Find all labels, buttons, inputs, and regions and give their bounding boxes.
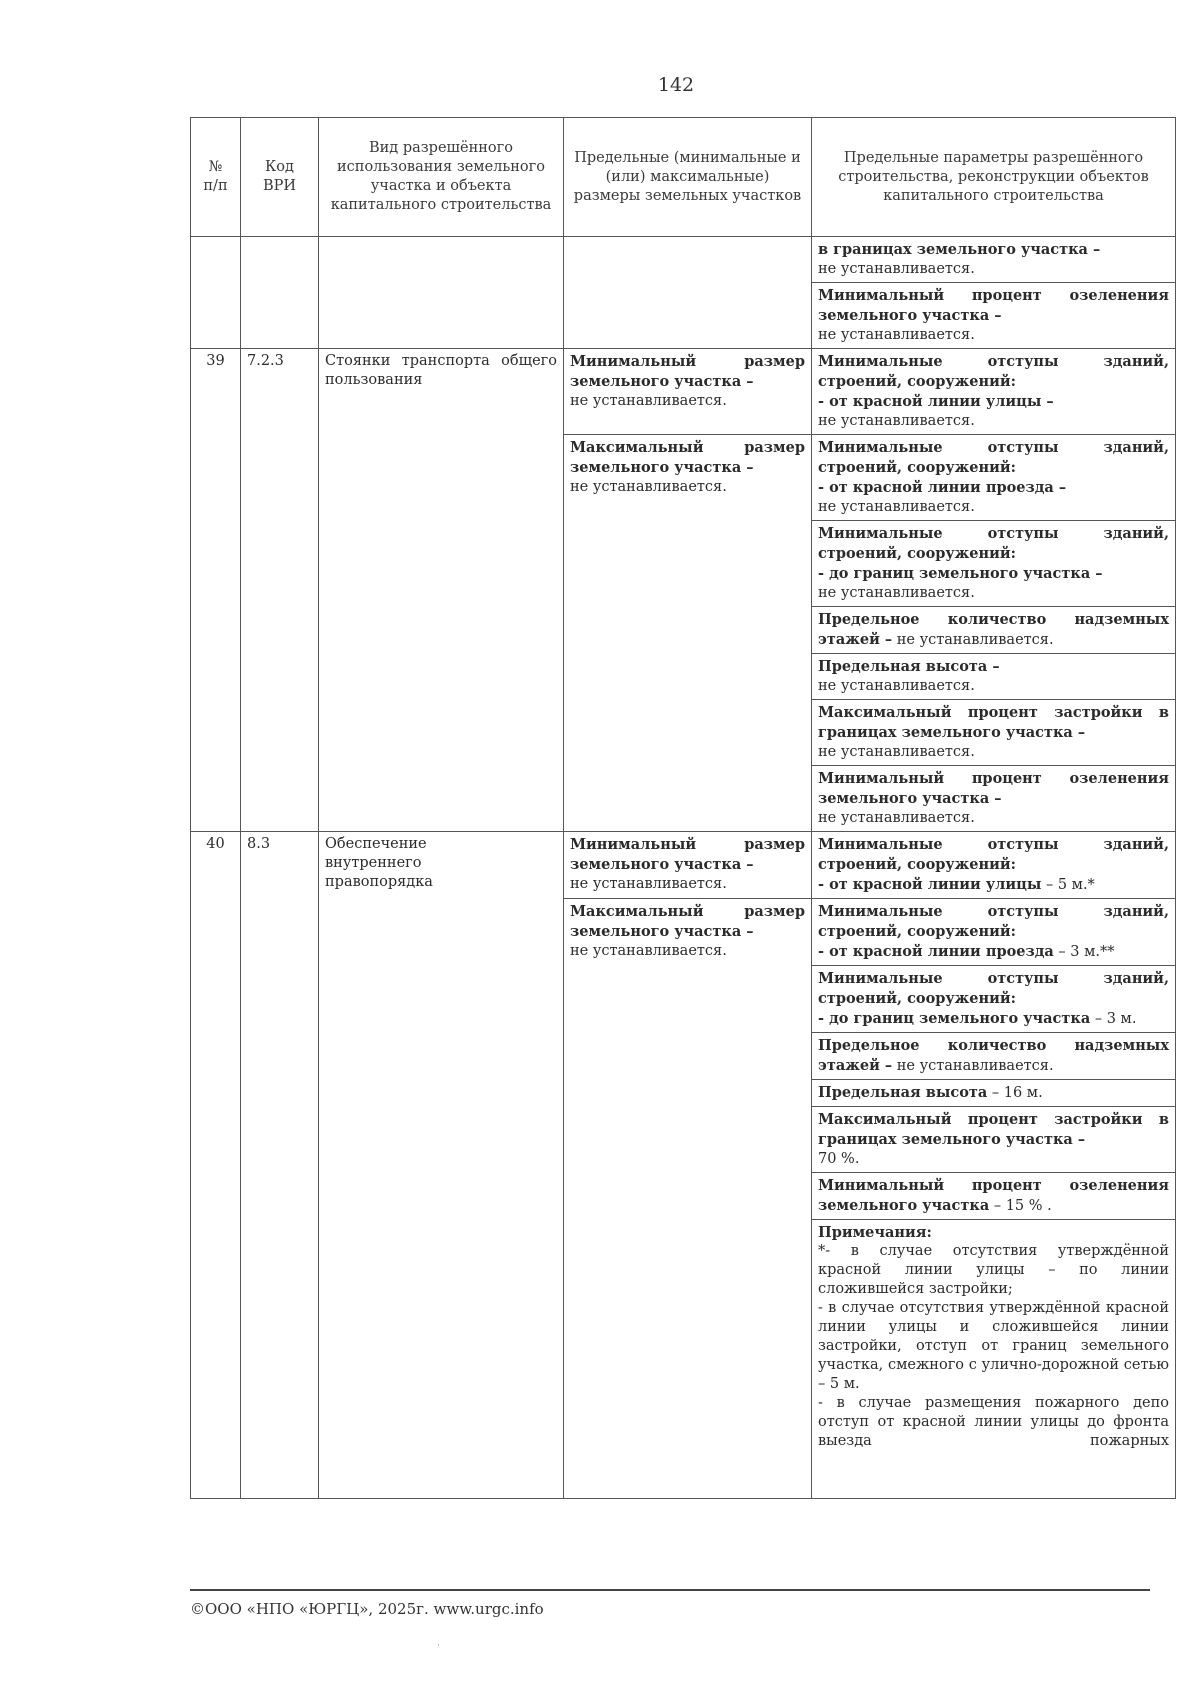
note-item: *- в случае отсутствия утверждённой красной линии улицы – по линии сложившейся застройки; xyxy=(818,1243,1169,1297)
page-number: 142 xyxy=(657,74,695,96)
param-cell: Минимальные отступы зданий, строений, сооружений: - от красной линии проезда – не устанавливается. xyxy=(812,435,1176,521)
table-row xyxy=(191,237,1176,283)
param-cell: Минимальные отступы зданий, строений, сооружений: - от красной линии проезда – 3 м.** xyxy=(812,899,1176,966)
param-cell: Предельная высота – 16 м. xyxy=(812,1080,1176,1107)
param-cell: Минимальные отступы зданий, строений, сооружений: - от красной линии улицы – 5 м.* xyxy=(812,832,1176,899)
param-cell: Предельное количество надземных этажей – не устанавливается. xyxy=(812,1033,1176,1080)
param-cell: Минимальный процент озеленения земельного участка – не устанавливается. xyxy=(812,283,1176,349)
row-number: 40 xyxy=(191,832,241,1499)
param-cell: Минимальные отступы зданий, строений, сооружений: - до границ земельного участка – 3 м. xyxy=(812,966,1176,1033)
scan-speck xyxy=(438,1644,439,1646)
row-code: 7.2.3 xyxy=(241,349,319,832)
row-vri: Стоянки транспорта общего пользования xyxy=(319,349,564,832)
size-cell: Максимальный размер земельного участка – не устанавливается. xyxy=(564,435,812,832)
size-cell: Минимальный размер земельного участка – не устанавливается. xyxy=(564,349,812,435)
param-cell: Предельное количество надземных этажей – не устанавливается. xyxy=(812,607,1176,654)
table-row xyxy=(191,349,1176,435)
param-cell: Максимальный процент застройки в границах земельного участка – не устанавливается. xyxy=(812,700,1176,766)
header-code: Код ВРИ xyxy=(241,118,319,237)
header-params: Предельные параметры разрешённого строительства, реконструкции объектов капитального строительства xyxy=(812,118,1176,237)
regulations-table xyxy=(190,117,1176,1499)
param-cell: Минимальные отступы зданий, строений, сооружений: - от красной линии улицы – не устанавливается. xyxy=(812,349,1176,435)
table-row xyxy=(191,832,1176,899)
notes-cell xyxy=(812,1220,1176,1499)
row-code: 8.3 xyxy=(241,832,319,1499)
row-number: 39 xyxy=(191,349,241,832)
header-num: № п/п xyxy=(191,118,241,237)
footer-copyright: ©ООО «НПО «ЮРГЦ», 2025г. www.urgc.info xyxy=(190,1600,544,1618)
param-cell: Минимальный процент озеленения земельного участка – 15 % . xyxy=(812,1173,1176,1220)
row-vri: Обеспечение внутреннего правопорядка xyxy=(319,832,564,1499)
note-item: - в случае отсутствия утверждённой красной линии улицы и сложившейся линии застройки, отступ от границ земельного участка, смежного с улично-дорожной сетью – 5 м. xyxy=(818,1300,1169,1392)
header-vri: Вид разрешённого использования земельного участка и объекта капитального строительства xyxy=(319,118,564,237)
size-cell: Минимальный размер земельного участка – не устанавливается. xyxy=(564,832,812,899)
notes-title: Примечания: xyxy=(818,1224,932,1241)
param-cell: Максимальный процент застройки в границах земельного участка – 70 %. xyxy=(812,1107,1176,1173)
header-sizes: Предельные (минимальные и (или) максимальные) размеры земельных участков xyxy=(564,118,812,237)
param-cell: Предельная высота – не устанавливается. xyxy=(812,654,1176,700)
footer-rule xyxy=(190,1589,1150,1591)
note-item: - в случае размещения пожарного депо отступ от красной линии улицы до фронта выезда пожарных xyxy=(818,1395,1169,1449)
size-cell: Максимальный размер земельного участка – не устанавливается. xyxy=(564,899,812,1499)
param-cell: Минимальный процент озеленения земельного участка – не устанавливается. xyxy=(812,766,1176,832)
param-cell: в границах земельного участка – не устанавливается. xyxy=(812,237,1176,283)
table-header-row xyxy=(191,118,1176,237)
param-cell: Минимальные отступы зданий, строений, сооружений: - до границ земельного участка – не устанавливается. xyxy=(812,521,1176,607)
